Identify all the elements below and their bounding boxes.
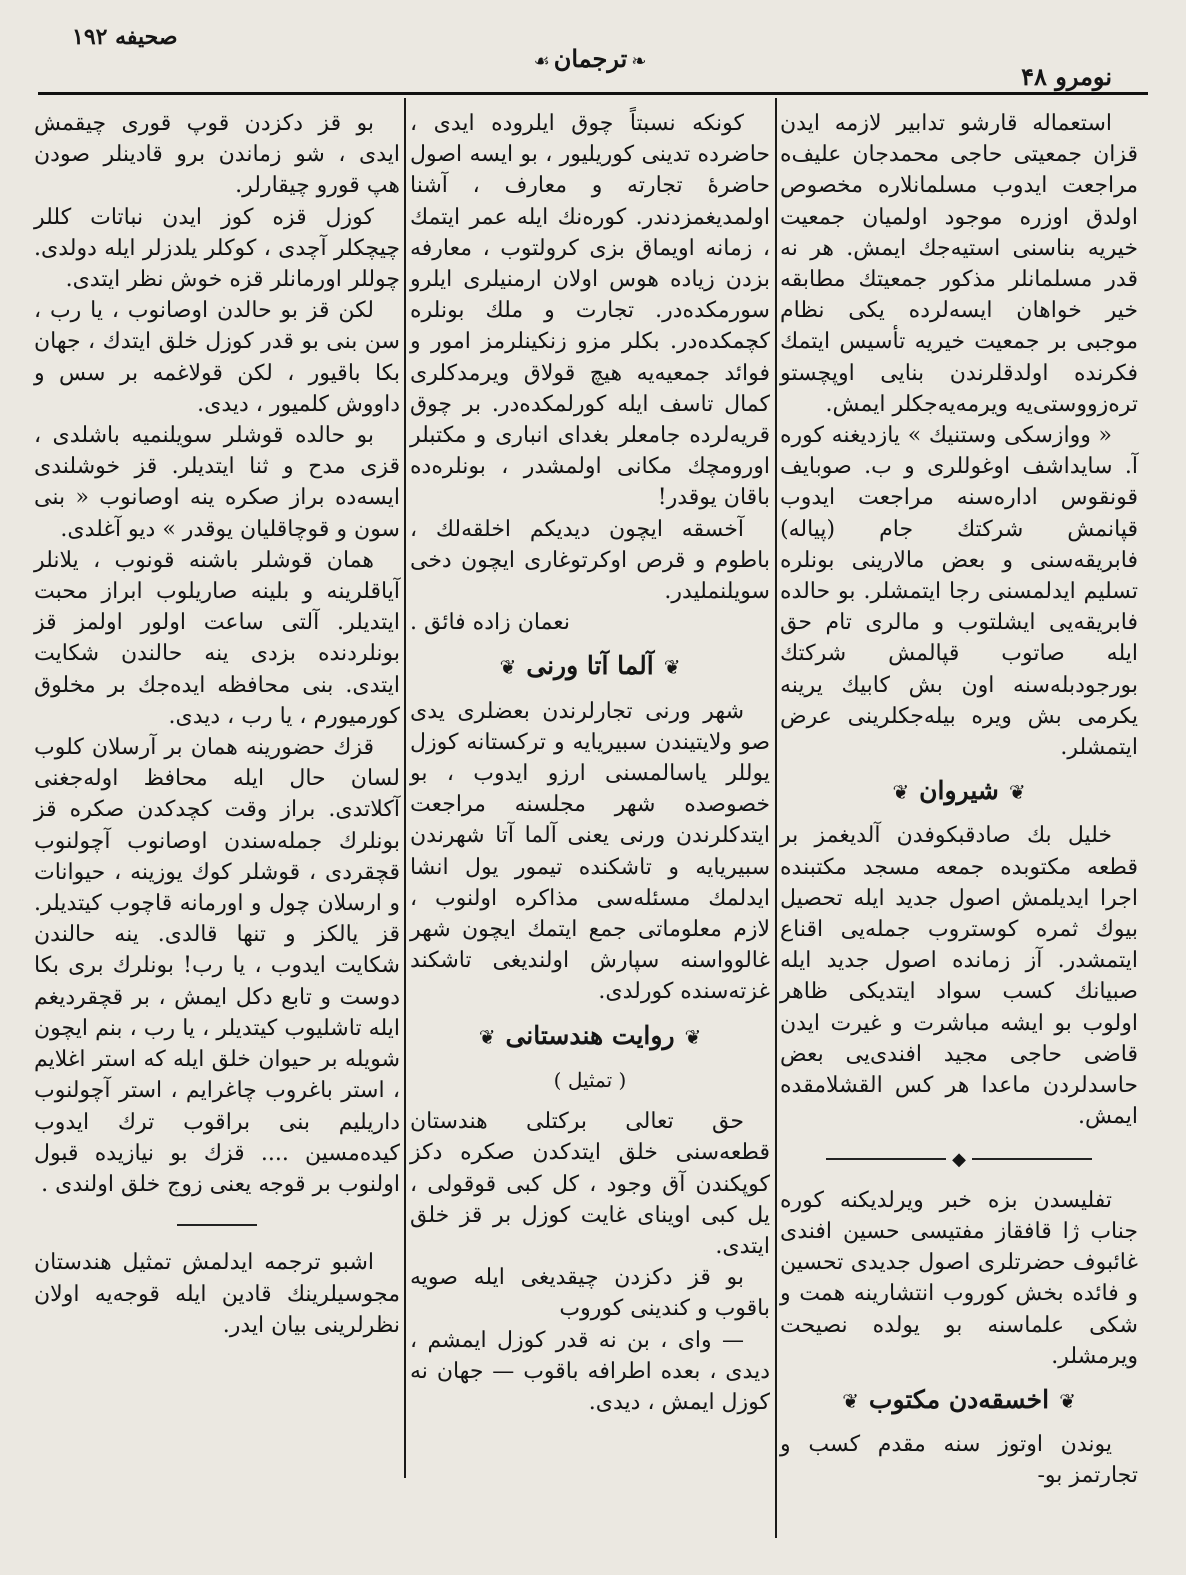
subheading: ( تمثیل ) — [553, 1067, 627, 1092]
page-number: صحیفه ۱۹۲ — [72, 24, 178, 50]
ornament-icon: ❦ — [1059, 1388, 1076, 1413]
heading-text: روایت هندستانی — [505, 1020, 675, 1050]
paragraph: حق تعالی برکتلی هندستان قطعه‌سنی خلق ایتدکدن صکره دکز کوپکندن آق وجود ، کل کبی قوقولی ، یل کبی اوینای غایت کوزل بر قز خلق ایتدی. — [410, 1109, 770, 1259]
ornament-icon: ☙ — [533, 51, 550, 72]
paragraph: قزك حضورینه همان بر آرسلان کلوب لسان حال ایله محافظ اوله‌جغنی آکلاتدی. براز وقت کچدکدن صکره قز بونلرك جمله‌سندن اوصانوب آچولنوب قچقردی ، قوشلر کوك یوزینه ، حیوانات و ارسلان چول و اورمانه قاچوب کیتدیلر. قز یالکز و تنها قالدی. ینه حالندن شکایت ایدوب ، یا رب! بونلرك بری بکا دوست و تابع دکل ایمش ، بر قچقردیغم ایله تاشلیوب کیتدیلر ، یا رب ، بنم ایچون شویله بر حیوان خلق ایله که استر اغلایم ، استر باغروب چاغرایم ، استر آچولنوب داریلیم بنی براقوب ترك ایدوب کیده‌مسین .... قزك بو نیازیده قبول اولنوب بر قوجه یعنی زوج خلق اولندی . — [34, 735, 400, 1197]
section-heading — [410, 650, 770, 683]
paragraph: آخسقه ایچون دیدیکم اخلقه‌لك ، باطوم و قرص اوکرتوغاری ایچون دخی سویلنملیدر. — [410, 516, 770, 605]
section-divider: ◆ — [780, 1143, 1138, 1175]
ornament-icon: ❦ — [892, 780, 910, 805]
heading-text: آلما آتا ورنی — [526, 651, 654, 681]
paragraph: استعماله قارشو تدابیر لازمه ایدن قزان جمعیتی حاجی محمدجان علیف‌ه مراجعت ایدوب مسلمانلاره مخصوص اولدق اوزره موجود اولمیان جمعیت خیریه بناسنی استیه‌جك ایمش. هر نه قدر مسلمانلر مذکور جمعیتك مطابقه خیر خواهان ایسه‌لرده یکی نظام موجبی بر جمعیت خیریه تأسیس ایتمك فکرنده اولدقلرندن بنایی اوپچستو ترەزووستی‌یه ویرمه‌یه‌جکلر ایمش. — [780, 111, 1138, 417]
paragraph: خلیل بك صادقبکوفدن آلدیغمز بر قطعه مکتوبده جمعه مسجد مکتبنده اجرا ایدیلمش اصول جدید ایله تحصیل بیوك ثمره کوستروب جمله‌یی اقناع ایتمشدر. آز زمانده اصول جدید ایله صبیانك کسب سواد ایتدیکی ظاهر اولوب بو ایشه مباشرت و غیرت ایدن قاضی حاجی مجید افندی‌یی بعض حاسدلردن ماعدا هر کس القشلامقده ایمش. — [780, 823, 1138, 1130]
paragraph: تفلیسدن بزه خبر ویرلدیکنه کوره جناب ژا قافقاز مفتیسی حسین افندی غائبوف حضرتلری اصول جدیدی تحسین و فائده بخش کوروب انتشارینه همت و شکی علماسنه بو یولده نصیحت ویرمشلر. — [780, 1187, 1138, 1369]
ornament-icon: ❦ — [499, 655, 517, 680]
ornament-icon: ❦ — [663, 655, 681, 680]
column-left — [34, 108, 400, 1341]
heading-text: اخسقه‌دن مکتوب — [868, 1384, 1050, 1414]
column-right — [780, 108, 1138, 1492]
masthead-title: ترجمان — [553, 44, 628, 73]
paragraph: « ووازسکی وستنیك » یازدیغنه کوره آ. سایداشف اوغوللری و ب. صوبایف قونقوس ادارەسنه مراجعت ایدوب قپانمش شرکتك جام (پیاله) فابریقه‌سنی و بعض مالارینی بونلره تسلیم ایدلمسنی رجا ایتمشلر. بو حالده فابریقه‌یی ایشلتوب و مالری تام حق ایله صاتوب قپالمش شرکتك بورجودبله‌سنه اون بش کابیك یرینه یکرمی بش ویره بیله‌جکلرینی عرض ایتمشلر. — [780, 423, 1138, 761]
column-middle — [410, 108, 770, 1418]
signature: نعمان زاده فائق . — [410, 610, 571, 636]
section-heading — [410, 1020, 770, 1053]
paragraph: بو قز دکزدن چیقدیغی ایله صویه باقوب و کندینی کوروب — [410, 1265, 770, 1322]
issue-number: نومرو ۴۸ — [1021, 62, 1112, 91]
ornament-icon: ❧ — [631, 51, 647, 72]
ornament-icon: ❦ — [842, 1388, 859, 1413]
section-heading — [780, 775, 1138, 808]
page-header — [40, 18, 1140, 91]
paragraph: شهر ورنی تجارلرندن بعضلری یدی صو ولایتیندن سبیریایه و ترکستانه کوزل یوللر یاسالمسنی ارزو ایدوب ، بو خصوصده شهر مجلسنه مراجعت ایتدکلرندن ورنی یعنی آلما آتا شهرندن سبیریایه و تاشکنده تیمور یول انشا ایدلمك مسئله‌سی مذاکره اولنوب ، لازم معلوماتی جمع ایتمك ایچون شهر غالوواسنه سپارش اولندیغی تاشکند غزته‌سنده کورلدی. — [410, 698, 770, 1005]
paragraph: لکن قز بو حالدن اوصانوب ، یا رب ، سن بنی بو قدر کوزل خلق ایتدك ، جهان بکا باقیور ، لکن قولاغمه بر سس و داووش کلمیور ، دیدی. — [34, 298, 400, 417]
column-divider — [404, 98, 406, 1478]
paragraph: همان قوشلر باشنه قونوب ، یلانلر آیاقلرینه و بلینه صاریلوب ابراز محبت ایتدیلر. آلتی ساعت اولور اولمز قز بونلردنده بزدی ینه حالندن شکایت ایتدی. بنی محافظه ایده‌جك بر مخلوق کورمیورم ، یا رب ، دیدی. — [34, 547, 400, 729]
ornament-icon: ❦ — [1008, 780, 1026, 805]
masthead — [510, 44, 670, 73]
ornament-icon: ❦ — [478, 1024, 496, 1049]
paragraph: بو قز دکزدن قوپ قوری چیقمش ایدی ، شو زماندن برو قادینلر صودن هپ قورو چیقارلر. — [34, 111, 400, 199]
heading-text: شیروان — [919, 776, 999, 806]
section-divider — [34, 1208, 400, 1239]
header-rule — [38, 92, 1148, 95]
section-heading — [780, 1384, 1138, 1417]
paragraph: کوزل قزه کوز ایدن نباتات کللر چیچکلر آچدی ، کوکلر یلدزلر ایله دولدی. چوللر اورمانلر قزه خوش نظر ایتدی. — [34, 204, 400, 293]
ornament-icon: ❦ — [684, 1024, 702, 1049]
paragraph: — وای ، بن نه قدر کوزل ایمشم ، دیدی ، بعده اطرافه باقوب — جهان نه کوزل ایمش ، دیدی. — [410, 1327, 770, 1415]
column-divider — [775, 98, 777, 1538]
paragraph: بو حالده قوشلر سویلنمیه باشلدی ، قزی مدح و ثنا ایتدیلر. قز خوشلندی ایسه‌ده براز صکره ینه اوصانوب « بنی سون و قوچاقلیان یوقدر » دیو آغلدی. — [34, 423, 400, 542]
paragraph: یوندن اوتوز سنه مقدم کسب و تجارتمز بو- — [780, 1432, 1138, 1489]
paragraph: اشبو ترجمه ایدلمش تمثیل هندستان مجوسیلرینك قادین ایله قوجه‌یه اولان نظرلرینی بیان ایدر. — [34, 1250, 400, 1338]
paragraph: کونکه نسبتاً چوق ایلروده ایدی ، حاضرده تدینی کوریلیور ، بو ایسه اصول حاضرهٔ تجارته و معارف ، آشنا اولمدیغمزدندر. کورەنك ایله عمر ایتمك ، زمانه اویماق بزی کرولتوب ، معارفه بزدن زیاده هوس اولان ارمنیلری ایلرو سورمکده‌در. تجارت و ملك بونلره کچمکده‌در. بکلر مزو زنکینلرمز امور و فوائد جمعیه‌یه هیچ قولاق ویرمدکلری کمال تاسف ایله کورلمکده‌در. بر چوق قریه‌لرده جامعلر بغدای انباری و مکتبلر اورومچك مکانی اولمشدر ، بونلره‌ده باقان یوقدر! — [410, 111, 770, 511]
